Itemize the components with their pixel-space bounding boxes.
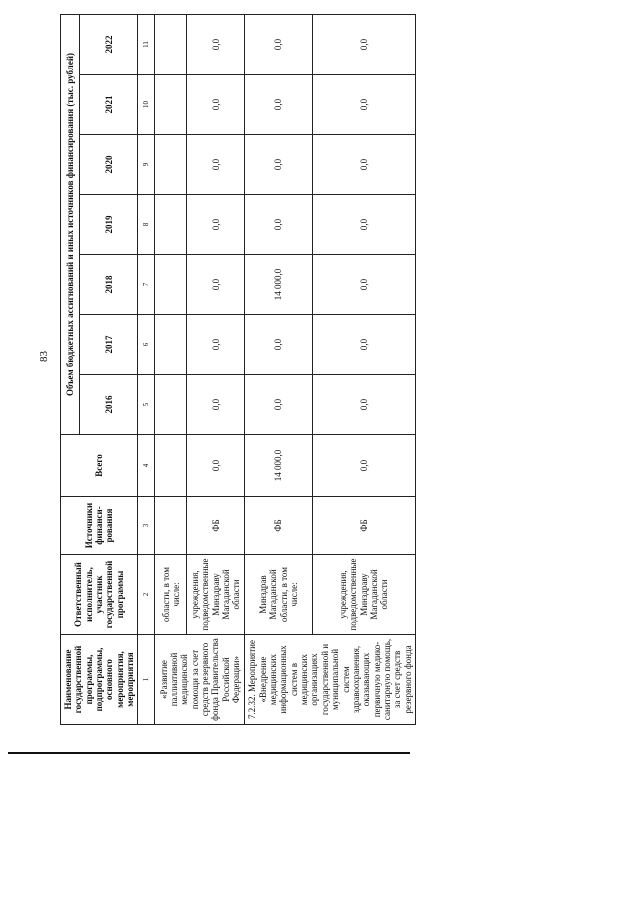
header-year: 2020 xyxy=(80,135,138,195)
row-source: ФБ xyxy=(187,497,245,555)
column-index: 1 xyxy=(138,635,155,725)
column-index: 2 xyxy=(138,555,155,635)
table-row xyxy=(312,14,415,724)
row-value: 14 000,0 xyxy=(245,255,312,315)
row-value: 0,0 xyxy=(312,255,415,315)
table-row xyxy=(187,14,245,724)
row-value: 0,0 xyxy=(187,315,245,375)
row-executor: Минздрав Магаданской области, в том числе: xyxy=(245,555,312,635)
row-value: 0,0 xyxy=(312,375,415,435)
row-total: 0,0 xyxy=(312,435,415,497)
row-value: 0,0 xyxy=(187,375,245,435)
row-total: 0,0 xyxy=(187,435,245,497)
row-value: 0,0 xyxy=(245,135,312,195)
column-index: 8 xyxy=(138,195,155,255)
row-value: 0,0 xyxy=(312,135,415,195)
header-total: Всего xyxy=(61,435,138,497)
column-index: 5 xyxy=(138,375,155,435)
row-executor: учреждения, подведомственные Минздраву Магаданской области xyxy=(187,555,245,635)
row-value: 0,0 xyxy=(187,135,245,195)
row-source: ФБ xyxy=(245,497,312,555)
row-source: ФБ xyxy=(312,497,415,555)
row-value: 0,0 xyxy=(312,14,415,74)
column-index: 11 xyxy=(138,14,155,74)
budget-table xyxy=(60,14,416,725)
column-index: 9 xyxy=(138,135,155,195)
row-value: 0,0 xyxy=(245,195,312,255)
row-value: 0,0 xyxy=(187,255,245,315)
row-value: 0,0 xyxy=(312,75,415,135)
row-value: 0,0 xyxy=(245,375,312,435)
column-index: 10 xyxy=(138,75,155,135)
row-value: 0,0 xyxy=(312,195,415,255)
header-source: Источники финанси-рования xyxy=(61,497,138,555)
column-index: 4 xyxy=(138,435,155,497)
header-executor: Ответственный исполнитель, участник государственной программы xyxy=(61,555,138,635)
row-name: 7.2.32. Мероприятие «Внедрение медицинских информационных систем в медицинских организациях государственной и муниципальной систем здравоохранения, оказывающих первичную медико-санитарную помощь, за счет средств резервного фонда xyxy=(245,635,416,725)
header-year: 2019 xyxy=(80,195,138,255)
page-number: 83 xyxy=(38,351,50,362)
table-row xyxy=(245,14,312,724)
row-value: 0,0 xyxy=(312,315,415,375)
header-volume: Объем бюджетных ассигнований и иных источников финансирования (тыс. рублей) xyxy=(61,14,80,434)
horizontal-rule xyxy=(8,752,410,754)
row-value: 0,0 xyxy=(245,315,312,375)
header-year: 2016 xyxy=(80,375,138,435)
table-row xyxy=(155,14,187,724)
row-total: 14 000,0 xyxy=(245,435,312,497)
column-index: 6 xyxy=(138,315,155,375)
header-name: Наименование государственной программы, подпрограммы, основного мероприятия, мероприятия xyxy=(61,635,138,725)
row-executor: учреждения, подведомственные Минздраву Магаданской области xyxy=(312,555,415,635)
row-value: 0,0 xyxy=(187,14,245,74)
column-index-row xyxy=(138,14,155,724)
row-name: «Развитие паллиативной медицинской помощи за счет средств резервного фонда Правительства Российской Федерации» xyxy=(155,635,245,725)
row-value: 0,0 xyxy=(245,75,312,135)
header-year: 2022 xyxy=(80,14,138,74)
column-index: 3 xyxy=(138,497,155,555)
row-executor: области, в том числе: xyxy=(155,555,187,635)
header-year: 2021 xyxy=(80,75,138,135)
header-year: 2017 xyxy=(80,315,138,375)
row-value: 0,0 xyxy=(245,14,312,74)
budget-table-container xyxy=(60,15,560,725)
row-value: 0,0 xyxy=(187,195,245,255)
header-year: 2018 xyxy=(80,255,138,315)
row-value: 0,0 xyxy=(187,75,245,135)
column-index: 7 xyxy=(138,255,155,315)
